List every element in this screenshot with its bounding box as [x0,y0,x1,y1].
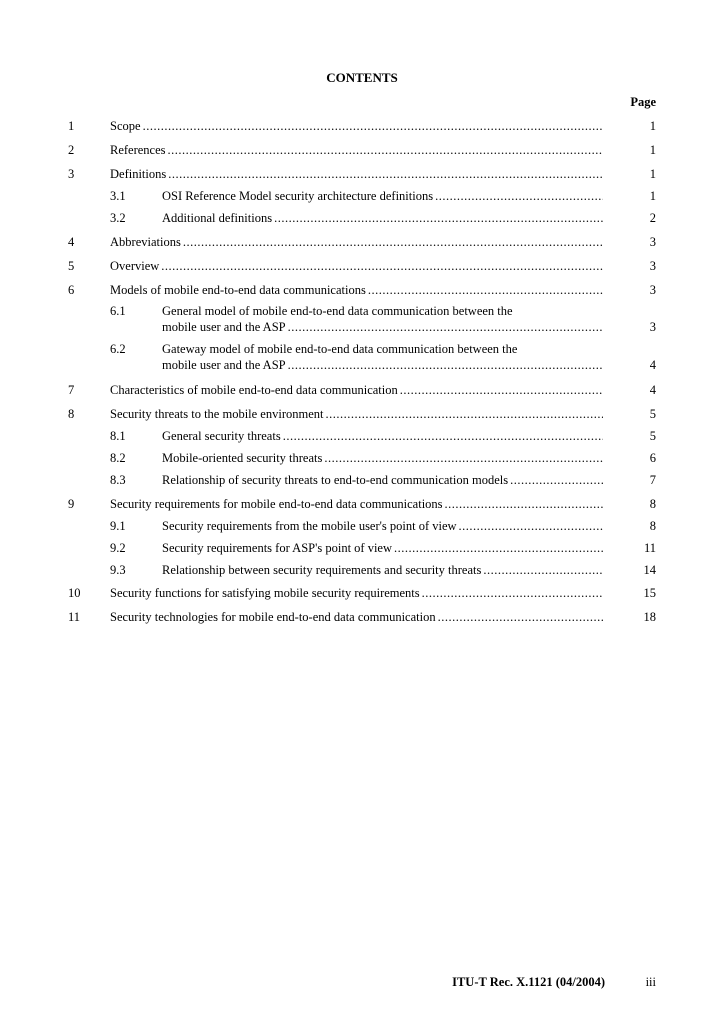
toc-page: 11 [643,541,656,555]
toc-title: mobile user and the ASP [162,358,286,372]
leader-dots [288,319,603,335]
toc-number: 11 [68,610,81,624]
toc-page: 6 [649,451,656,465]
leader-dots [394,540,603,556]
leader-dots [288,357,603,373]
toc-title: Scope [110,119,141,133]
document-reference: ITU-T Rec. X.1121 (04/2004) [452,975,605,989]
toc-number: 6 [68,283,75,297]
toc-title: Security threats to the mobile environment [110,407,324,421]
toc-title: Security requirements for ASP's point of view [162,541,392,555]
toc-page: 3 [649,259,656,273]
toc-page: 3 [649,283,656,297]
toc-title: Abbreviations [110,235,181,249]
leader-dots [324,450,603,466]
toc-number: 3 [68,167,75,181]
toc-number: 9.2 [110,541,126,555]
toc-page: 1 [649,119,656,133]
toc-page: 8 [649,497,656,511]
toc-number: 9.3 [110,563,126,577]
toc-title: Additional definitions [162,211,273,225]
toc-page: 8 [649,519,656,533]
toc-page: 5 [649,429,656,443]
toc-title: References [110,143,166,157]
toc-number: 8.2 [110,451,126,465]
leader-dots [168,142,603,158]
toc-number: 8 [68,407,75,421]
toc-number: 8.3 [110,473,126,487]
toc-title: OSI Reference Model security architecture definitions [162,189,434,203]
toc-title: Security technologies for mobile end-to-end data communication [110,610,436,624]
toc-page: 15 [643,586,656,600]
toc-page: 4 [649,358,656,372]
leader-dots [183,234,603,250]
leader-dots [459,518,603,534]
toc-title: Relationship between security requirements and security threats [162,563,482,577]
leader-dots [368,282,603,298]
toc-page: 2 [649,211,656,225]
leader-dots [438,609,603,625]
toc-title: Definitions [110,167,167,181]
toc-title: Mobile-oriented security threats [162,451,323,465]
leader-dots [483,562,603,578]
toc-title: Security requirements from the mobile user's point of view [162,519,457,533]
toc-number: 8.1 [110,429,126,443]
toc-page: 18 [643,610,656,624]
toc-number: 6.1 [110,304,126,318]
leader-dots [445,496,603,512]
toc-page: 5 [649,407,656,421]
page-column-header: Page [630,95,656,109]
toc-title: Models of mobile end-to-end data communications [110,283,366,297]
toc-number: 9 [68,497,75,511]
toc-page: 3 [649,320,656,334]
toc-number: 6.2 [110,342,126,356]
toc-number: 5 [68,259,75,273]
toc-title-line1: General model of mobile end-to-end data communication between the [162,304,513,318]
page-number: iii [645,975,656,989]
leader-dots [274,210,603,226]
leader-dots [400,382,603,398]
toc-title: General security threats [162,429,281,443]
toc-title: mobile user and the ASP [162,320,286,334]
toc-number: 3.2 [110,211,126,225]
toc-number: 10 [68,586,81,600]
leader-dots [143,118,603,134]
toc-title: Security functions for satisfying mobile security requirements [110,586,420,600]
toc-number: 9.1 [110,519,126,533]
toc-title: Security requirements for mobile end-to-end data communications [110,497,443,511]
toc-title: Characteristics of mobile end-to-end data communication [110,383,398,397]
toc-page: 14 [643,563,656,577]
toc-number: 1 [68,119,75,133]
toc-page: 7 [649,473,656,487]
leader-dots [161,258,603,274]
toc-page: 4 [649,383,656,397]
leader-dots [510,472,603,488]
leader-dots [283,428,603,444]
toc-page: 1 [649,167,656,181]
toc-page: 1 [649,143,656,157]
leader-dots [326,406,604,422]
leader-dots [435,188,603,204]
toc-title-line1: Gateway model of mobile end-to-end data communication between the [162,342,518,356]
toc-number: 3.1 [110,189,126,203]
toc-number: 2 [68,143,75,157]
leader-dots [168,166,603,182]
toc-title: Relationship of security threats to end-to-end communication models [162,473,509,487]
toc-number: 4 [68,235,75,249]
toc-title: Overview [110,259,160,273]
toc-page: 3 [649,235,656,249]
leader-dots [422,585,603,601]
page-title: CONTENTS [326,70,398,85]
toc-page: 1 [649,189,656,203]
toc-number: 7 [68,383,75,397]
